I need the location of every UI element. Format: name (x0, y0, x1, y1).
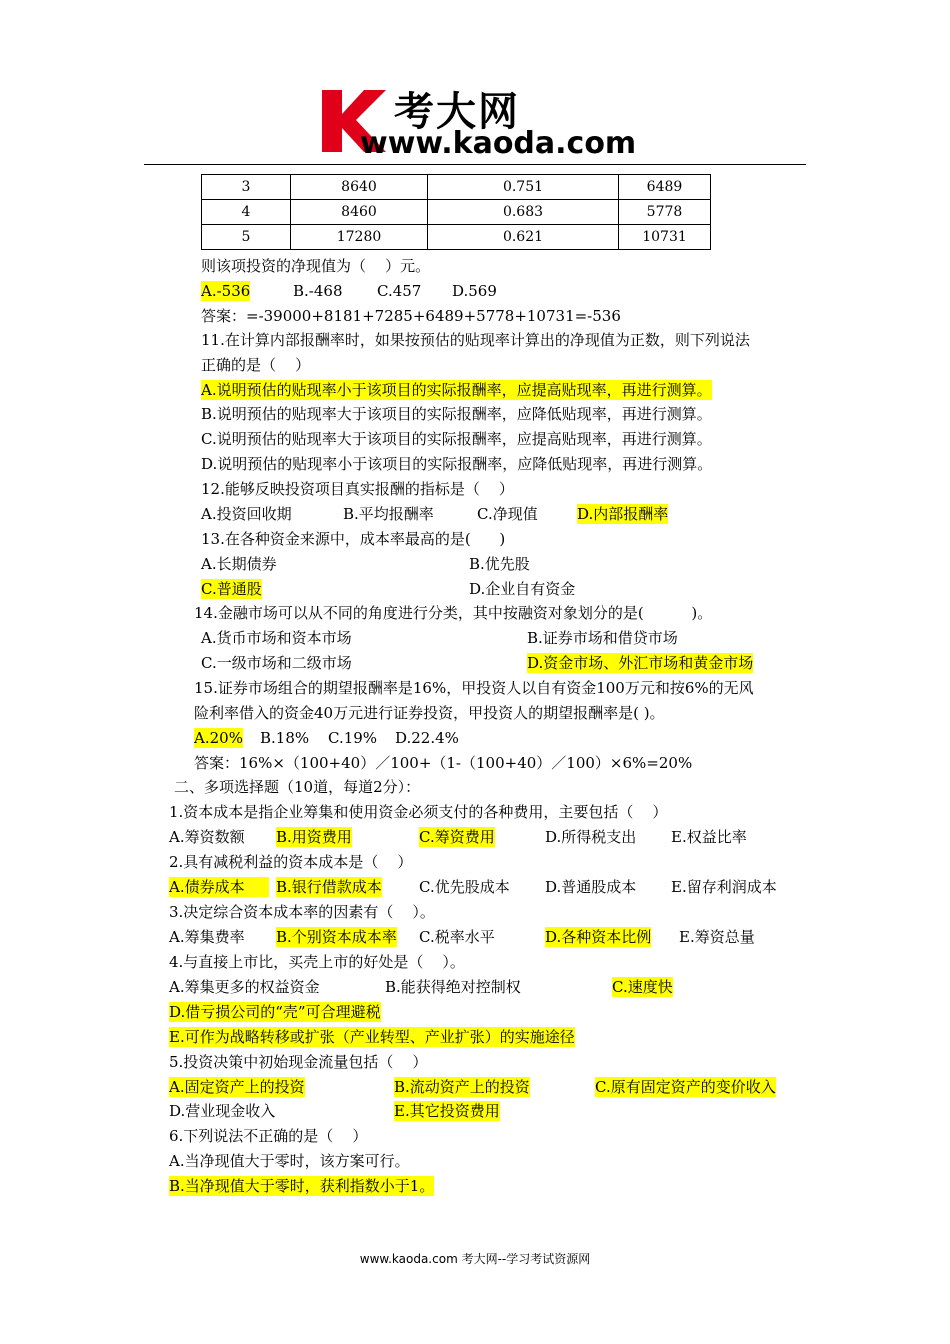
logo-url-text: www.kaoda.com (360, 126, 637, 161)
q12-option-b: B.平均报酬率 (343, 505, 434, 523)
q14-option-c: C.一级市场和二级市场 (201, 654, 352, 672)
q12-option-d: D.内部报酬率 (577, 505, 669, 523)
q15-answer: 答案：16%×（100+40）／100+（1-（100+40）／100）×6%=20% (194, 754, 693, 772)
m3-option-a: A.筹集费率 (169, 928, 245, 946)
m3-option-c: C.税率水平 (419, 928, 495, 946)
m4-option-a: A.筹集更多的权益资金 (169, 978, 320, 996)
q11-option-d: D.说明预估的贴现率小于该项目的实际报酬率，应降低贴现率，再进行测算。 (201, 455, 713, 473)
q11-option-b: B.说明预估的贴现率大于该项目的实际报酬率，应降低贴现率，再进行测算。 (201, 405, 712, 423)
table-cell: 8640 (291, 175, 428, 200)
cashflow-table (201, 174, 711, 250)
table-cell: 5 (202, 225, 291, 250)
q15-stem-line2: 险利率借入的资金40万元进行证券投资，甲投资人的期望报酬率是( )。 (194, 704, 665, 722)
m1-option-a: A.筹资数额 (169, 828, 245, 846)
table-cell: 0.751 (428, 175, 619, 200)
q11-stem-line1: 11.在计算内部报酬率时，如果按预估的贴现率计算出的净现值为正数，则下列说法 (201, 331, 750, 349)
m6-option-b: B.当净现值大于零时，获利指数小于1。 (169, 1177, 435, 1195)
m4-option-e: E.可作为战略转移或扩张（产业转型、产业扩张）的实施途径 (169, 1028, 575, 1046)
table-cell: 3 (202, 175, 291, 200)
q13-option-d: D.企业自有资金 (469, 580, 576, 598)
q15-option-d: D.22.4% (395, 729, 459, 747)
kaoda-logo (318, 84, 648, 159)
q14-option-b: B.证券市场和借贷市场 (527, 629, 678, 647)
m5-option-a: A.固定资产上的投资 (169, 1078, 305, 1096)
q14-option-a: A.货币市场和资本市场 (201, 629, 352, 647)
q12-option-c: C.净现值 (477, 505, 538, 523)
q10-option-c: C.457 (377, 282, 422, 300)
table-cell: 17280 (291, 225, 428, 250)
m2-option-e: E.留存利润成本 (671, 878, 777, 896)
m2-option-a: A.债券成本 (169, 877, 269, 897)
table-row (202, 200, 711, 225)
q10-option-a: A.-536 (201, 282, 251, 300)
q13-option-a: A.长期债券 (201, 555, 277, 573)
q10-option-d: D.569 (452, 282, 497, 300)
page-footer: www.kaoda.com 考大网--学习考试资源网 (359, 1252, 591, 1266)
q13-option-b: B.优先股 (469, 555, 530, 573)
table-cell: 0.621 (428, 225, 619, 250)
logo-chinese-text: 考大网 (394, 89, 520, 135)
q11-stem-line2: 正确的是（ ） (201, 356, 311, 374)
m2-stem: 2.具有减税利益的资本成本是（ ） (169, 853, 413, 871)
m5-stem: 5.投资决策中初始现金流量包括（ ） (169, 1053, 428, 1071)
m4-option-c: C.速度快 (612, 978, 673, 996)
m1-stem: 1.资本成本是指企业筹集和使用资金必须支付的各种费用，主要包括（ ） (169, 803, 668, 821)
q12-stem: 12.能够反映投资项目真实报酬的指标是（ ） (201, 480, 514, 498)
table-cell: 6489 (619, 175, 711, 200)
table-cell: 0.683 (428, 200, 619, 225)
m1-option-e: E.权益比率 (671, 828, 747, 846)
m4-stem: 4.与直接上市比，买壳上市的好处是（ ）。 (169, 953, 465, 971)
q10-option-b: B.-468 (293, 282, 343, 300)
q12-option-a: A.投资回收期 (201, 505, 292, 523)
table-row (202, 175, 711, 200)
m3-option-e: E.筹资总量 (679, 928, 755, 946)
q15-option-b: B.18% (260, 729, 310, 747)
q11-option-a: A.说明预估的贴现率小于该项目的实际报酬率，应提高贴现率，再进行测算。 (201, 381, 712, 399)
m1-option-c: C.筹资费用 (419, 828, 495, 846)
q15-stem-line1: 15.证券市场组合的期望报酬率是16%，甲投资人以自有资金100万元和按6%的无风 (194, 679, 754, 697)
m6-stem: 6.下列说法不正确的是（ ） (169, 1127, 368, 1145)
q10-stem: 则该项投资的净现值为（ ）元。 (201, 257, 431, 275)
q10-answer: 答案：=-39000+8181+7285+6489+5778+10731=-536 (201, 307, 621, 325)
header-rule (144, 164, 806, 165)
m4-option-b: B.能获得绝对控制权 (385, 978, 521, 996)
q13-stem: 13.在各种资金来源中，成本率最高的是( ) (201, 530, 506, 548)
m3-stem: 3.决定综合资本成本率的因素有（ ）。 (169, 903, 435, 921)
m2-option-d: D.普通股成本 (545, 878, 637, 896)
m3-option-b: B.个别资本成本率 (276, 928, 397, 946)
m2-option-c: C.优先股成本 (419, 878, 510, 896)
q14-option-d: D.资金市场、外汇市场和黄金市场 (527, 654, 754, 672)
table-cell: 8460 (291, 200, 428, 225)
m5-option-b: B.流动资产上的投资 (394, 1078, 530, 1096)
table-cell: 4 (202, 200, 291, 225)
m4-option-d: D.借亏损公司的“壳”可合理避税 (169, 1003, 381, 1021)
q13-option-c: C.普通股 (201, 580, 262, 598)
m1-option-d: D.所得税支出 (545, 828, 637, 846)
q11-option-c: C.说明预估的贴现率大于该项目的实际报酬率，应提高贴现率，再进行测算。 (201, 430, 712, 448)
m5-option-c: C.原有固定资产的变价收入 (595, 1078, 776, 1096)
m3-option-d: D.各种资本比例 (545, 928, 652, 946)
table-row (202, 225, 711, 250)
m5-option-d: D.营业现金收入 (169, 1102, 276, 1120)
q15-option-c: C.19% (328, 729, 378, 747)
table-cell: 10731 (619, 225, 711, 250)
table-cell: 5778 (619, 200, 711, 225)
q15-option-a: A.20% (194, 729, 243, 747)
m6-option-a: A.当净现值大于零时，该方案可行。 (169, 1152, 410, 1170)
m5-option-e: E.其它投资费用 (394, 1102, 500, 1120)
q14-stem: 14.金融市场可以从不同的角度进行分类，其中按融资对象划分的是( )。 (194, 604, 713, 622)
m2-option-b: B.银行借款成本 (276, 878, 382, 896)
m1-option-b: B.用资费用 (276, 828, 352, 846)
section2-title: 二、多项选择题（10道，每道2分）： (174, 778, 421, 796)
